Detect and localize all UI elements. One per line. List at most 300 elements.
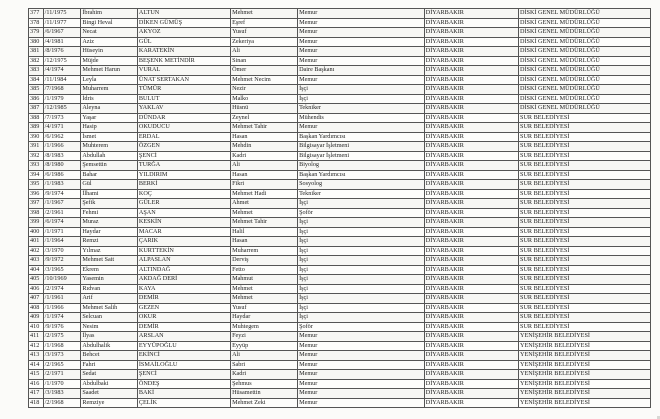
father-name-cell: Eşref — [231, 18, 298, 28]
father-name-cell: Ali — [231, 47, 298, 57]
table-row — [29, 104, 651, 114]
table-row — [29, 142, 651, 152]
job-title-cell: İşçi — [298, 237, 425, 247]
birth-date-cell: /6/1962 — [43, 132, 81, 142]
table-row — [29, 170, 651, 180]
job-title-cell: İşçi — [298, 284, 425, 294]
table-row — [29, 246, 651, 256]
institution-cell: DİSKİ GENEL MÜDÜRLÜĞÜ — [519, 9, 651, 19]
last-name-cell: MACAR — [137, 227, 230, 237]
first-name-cell: İdris — [81, 94, 138, 104]
job-title-cell: Memur — [298, 332, 425, 342]
city-cell: DİYARBAKIR — [424, 379, 518, 389]
table-row — [29, 132, 651, 142]
last-name-cell: YILDIRIM — [137, 170, 230, 180]
table-row — [29, 256, 651, 266]
table-row — [29, 322, 651, 332]
row-number-cell: 390 — [29, 132, 44, 142]
row-number-cell: 386 — [29, 94, 44, 104]
institution-cell: SUR BELEDİYESİ — [519, 265, 651, 275]
city-cell: DİYARBAKIR — [424, 275, 518, 285]
birth-date-cell: /2/1965 — [43, 360, 81, 370]
city-cell: DİYARBAKIR — [424, 246, 518, 256]
table-row — [29, 151, 651, 161]
birth-date-cell: /9/1976 — [43, 322, 81, 332]
last-name-cell: EYYÜPOĞLU — [137, 341, 230, 351]
job-title-cell: Biyolog — [298, 161, 425, 171]
birth-date-cell: /7/1973 — [43, 113, 81, 123]
birth-date-cell: /2/1974 — [43, 284, 81, 294]
table-row — [29, 199, 651, 209]
row-number-cell: 383 — [29, 66, 44, 76]
row-number-cell: 400 — [29, 227, 44, 237]
row-number-cell: 416 — [29, 379, 44, 389]
table-row — [29, 28, 651, 38]
city-cell: DİYARBAKIR — [424, 360, 518, 370]
birth-date-cell: /2/1975 — [43, 332, 81, 342]
first-name-cell: Mehmet Harun — [81, 66, 138, 76]
institution-cell: SUR BELEDİYESİ — [519, 142, 651, 152]
institution-cell: SUR BELEDİYESİ — [519, 256, 651, 266]
last-name-cell: GÜL — [137, 37, 230, 47]
table-row — [29, 189, 651, 199]
first-name-cell: Bingi Heval — [81, 18, 138, 28]
father-name-cell: Hasan — [231, 170, 298, 180]
father-name-cell: Mehmet Zeki — [231, 398, 298, 408]
last-name-cell: ÖZGEN — [137, 142, 230, 152]
first-name-cell: Aleyna — [81, 104, 138, 114]
city-cell: DİYARBAKIR — [424, 256, 518, 266]
father-name-cell: Hasan — [231, 237, 298, 247]
city-cell: DİYARBAKIR — [424, 85, 518, 95]
last-name-cell: KOÇ — [137, 189, 230, 199]
last-name-cell: KAYA — [137, 284, 230, 294]
job-title-cell: İşçi — [298, 94, 425, 104]
city-cell: DİYARBAKIR — [424, 389, 518, 399]
job-title-cell: Memur — [298, 47, 425, 57]
first-name-cell: Muraz — [81, 218, 138, 228]
row-number-cell: 378 — [29, 18, 44, 28]
table-row — [29, 75, 651, 85]
father-name-cell: Ömer — [231, 66, 298, 76]
father-name-cell: Fetto — [231, 265, 298, 275]
institution-cell: SUR BELEDİYESİ — [519, 284, 651, 294]
job-title-cell: Bilgisayar İşletmeni — [298, 151, 425, 161]
father-name-cell: Yusuf — [231, 303, 298, 313]
first-name-cell: Fehmi — [81, 208, 138, 218]
row-number-cell: 392 — [29, 151, 44, 161]
institution-cell: SUR BELEDİYESİ — [519, 123, 651, 133]
table-row — [29, 18, 651, 28]
birth-date-cell: /1/1968 — [43, 341, 81, 351]
table-row — [29, 94, 651, 104]
institution-cell: DİSKİ GENEL MÜDÜRLÜĞÜ — [519, 47, 651, 57]
last-name-cell: VURAL — [137, 66, 230, 76]
last-name-cell: TÜMÜR — [137, 85, 230, 95]
table-row — [29, 208, 651, 218]
institution-cell: SUR BELEDİYESİ — [519, 161, 651, 171]
city-cell: DİYARBAKIR — [424, 9, 518, 19]
first-name-cell: Muharrem — [81, 85, 138, 95]
job-title-cell: İşçi — [298, 303, 425, 313]
birth-date-cell: /2/1971 — [43, 370, 81, 380]
last-name-cell: DİKEN GÜMÜŞ — [137, 18, 230, 28]
father-name-cell: Haydar — [231, 313, 298, 323]
father-name-cell: Şehmus — [231, 379, 298, 389]
row-number-cell: 418 — [29, 398, 44, 408]
father-name-cell: Nezir — [231, 85, 298, 95]
birth-date-cell: /8/1983 — [43, 151, 81, 161]
city-cell: DİYARBAKIR — [424, 284, 518, 294]
job-title-cell: İşçi — [298, 313, 425, 323]
father-name-cell: Mahmut — [231, 275, 298, 285]
first-name-cell: Remzi — [81, 237, 138, 247]
birth-date-cell: /9/1972 — [43, 256, 81, 266]
city-cell: DİYARBAKIR — [424, 237, 518, 247]
city-cell: DİYARBAKIR — [424, 322, 518, 332]
father-name-cell: Mehmet Tahir — [231, 218, 298, 228]
job-title-cell: İşçi — [298, 227, 425, 237]
last-name-cell: ŞENCİ — [137, 370, 230, 380]
first-name-cell: Müjde — [81, 56, 138, 66]
job-title-cell: Memur — [298, 18, 425, 28]
job-title-cell: Memur — [298, 360, 425, 370]
birth-date-cell: /1/1983 — [43, 180, 81, 190]
first-name-cell: İlhami — [81, 189, 138, 199]
last-name-cell: BEŞENK METİNDİR — [137, 56, 230, 66]
last-name-cell: ALTUN — [137, 9, 230, 19]
father-name-cell: Muhtegem — [231, 322, 298, 332]
table-row — [29, 275, 651, 285]
father-name-cell: Mehmet Tahir — [231, 123, 298, 133]
father-name-cell: Sinan — [231, 56, 298, 66]
birth-date-cell: /6/1986 — [43, 170, 81, 180]
row-number-cell: 377 — [29, 9, 44, 19]
job-title-cell: Memur — [298, 379, 425, 389]
table-row — [29, 341, 651, 351]
birth-date-cell: /1/1966 — [43, 303, 81, 313]
institution-cell: YENİŞEHİR BELEDİYESİ — [519, 351, 651, 361]
table-row — [29, 56, 651, 66]
first-name-cell: Rıdvan — [81, 284, 138, 294]
row-number-cell: 391 — [29, 142, 44, 152]
table-row — [29, 123, 651, 133]
city-cell: DİYARBAKIR — [424, 94, 518, 104]
birth-date-cell: /1/1971 — [43, 227, 81, 237]
institution-cell: SUR BELEDİYESİ — [519, 218, 651, 228]
first-name-cell: Hüseyin — [81, 47, 138, 57]
first-name-cell: Yılmaz — [81, 246, 138, 256]
institution-cell: YENİŞEHİR BELEDİYESİ — [519, 360, 651, 370]
last-name-cell: BAKİ — [137, 389, 230, 399]
job-title-cell: Başkan Yardımcısı — [298, 132, 425, 142]
birth-date-cell: /3/1965 — [43, 265, 81, 275]
city-cell: DİYARBAKIR — [424, 132, 518, 142]
institution-cell: SUR BELEDİYESİ — [519, 170, 651, 180]
father-name-cell: Kadri — [231, 370, 298, 380]
city-cell: DİYARBAKIR — [424, 151, 518, 161]
institution-cell: DİSKİ GENEL MÜDÜRLÜĞÜ — [519, 56, 651, 66]
table-row — [29, 66, 651, 76]
institution-cell: SUR BELEDİYESİ — [519, 132, 651, 142]
row-number-cell: 409 — [29, 313, 44, 323]
institution-cell: SUR BELEDİYESİ — [519, 189, 651, 199]
father-name-cell: Zekeriya — [231, 37, 298, 47]
table-row — [29, 237, 651, 247]
first-name-cell: Gül — [81, 180, 138, 190]
row-number-cell: 407 — [29, 294, 44, 304]
first-name-cell: Haydar — [81, 227, 138, 237]
birth-date-cell: /7/1968 — [43, 85, 81, 95]
last-name-cell: AŞAN — [137, 208, 230, 218]
last-name-cell: ARSLAN — [137, 332, 230, 342]
job-title-cell: Bilgisayar İşletmeni — [298, 142, 425, 152]
father-name-cell: Hasan — [231, 132, 298, 142]
row-number-cell: 402 — [29, 246, 44, 256]
city-cell: DİYARBAKIR — [424, 332, 518, 342]
last-name-cell: ALPASLAN — [137, 256, 230, 266]
father-name-cell: Ahmet — [231, 199, 298, 209]
first-name-cell: Necat — [81, 28, 138, 38]
father-name-cell: Mehmet Necim — [231, 75, 298, 85]
job-title-cell: Tekniker — [298, 189, 425, 199]
row-number-cell: 403 — [29, 256, 44, 266]
father-name-cell: Hüsamettin — [231, 389, 298, 399]
table-row — [29, 47, 651, 57]
father-name-cell: Yusuf — [231, 28, 298, 38]
job-title-cell: Mühendis — [298, 113, 425, 123]
father-name-cell: Ali — [231, 351, 298, 361]
first-name-cell: Yaşar — [81, 113, 138, 123]
table-row — [29, 303, 651, 313]
birth-date-cell: /3/1983 — [43, 389, 81, 399]
last-name-cell: ÜNAT SERTAKAN — [137, 75, 230, 85]
institution-cell: SUR BELEDİYESİ — [519, 303, 651, 313]
father-name-cell: Mehmet — [231, 9, 298, 19]
row-number-cell: 384 — [29, 75, 44, 85]
institution-cell: SUR BELEDİYESİ — [519, 208, 651, 218]
institution-cell: SUR BELEDİYESİ — [519, 113, 651, 123]
city-cell: DİYARBAKIR — [424, 180, 518, 190]
city-cell: DİYARBAKIR — [424, 161, 518, 171]
first-name-cell: Mehmet Salih — [81, 303, 138, 313]
table-row — [29, 332, 651, 342]
city-cell: DİYARBAKIR — [424, 123, 518, 133]
row-number-cell: 405 — [29, 275, 44, 285]
last-name-cell: ERDAL — [137, 132, 230, 142]
city-cell: DİYARBAKIR — [424, 170, 518, 180]
city-cell: DİYARBAKIR — [424, 265, 518, 275]
job-title-cell: Memur — [298, 56, 425, 66]
row-number-cell: 401 — [29, 237, 44, 247]
city-cell: DİYARBAKIR — [424, 398, 518, 408]
first-name-cell: Abdullah — [81, 151, 138, 161]
last-name-cell: ŞENCİ — [137, 151, 230, 161]
father-name-cell: Mehmet — [231, 284, 298, 294]
job-title-cell: İşçi — [298, 256, 425, 266]
row-number-cell: 385 — [29, 85, 44, 95]
last-name-cell: ÇARIK — [137, 237, 230, 247]
last-name-cell: OKUDUCU — [137, 123, 230, 133]
last-name-cell: DEMİR — [137, 294, 230, 304]
job-title-cell: İşçi — [298, 218, 425, 228]
last-name-cell: BERKİ — [137, 180, 230, 190]
last-name-cell: YAKLAV — [137, 104, 230, 114]
table-row — [29, 360, 651, 370]
last-name-cell: TURĞA — [137, 161, 230, 171]
row-number-cell: 389 — [29, 123, 44, 133]
first-name-cell: Şemsettin — [81, 161, 138, 171]
city-cell: DİYARBAKIR — [424, 104, 518, 114]
last-name-cell: KARATEKİN — [137, 47, 230, 57]
city-cell: DİYARBAKIR — [424, 18, 518, 28]
last-name-cell: GEZEN — [137, 303, 230, 313]
table-row — [29, 113, 651, 123]
table-row — [29, 161, 651, 171]
institution-cell: YENİŞEHİR BELEDİYESİ — [519, 332, 651, 342]
first-name-cell: İsmet — [81, 132, 138, 142]
row-number-cell: 394 — [29, 170, 44, 180]
city-cell: DİYARBAKIR — [424, 66, 518, 76]
birth-date-cell: /10/1969 — [43, 275, 81, 285]
city-cell: DİYARBAKIR — [424, 370, 518, 380]
row-number-cell: 381 — [29, 47, 44, 57]
institution-cell: YENİŞEHİR BELEDİYESİ — [519, 379, 651, 389]
birth-date-cell: /11/1975 — [43, 9, 81, 19]
birth-date-cell: /2/1961 — [43, 208, 81, 218]
birth-date-cell: /1/1970 — [43, 379, 81, 389]
job-title-cell: İşçi — [298, 199, 425, 209]
job-title-cell: Memur — [298, 75, 425, 85]
row-number-cell: 387 — [29, 104, 44, 114]
father-name-cell: Zeynel — [231, 113, 298, 123]
table-row — [29, 351, 651, 361]
first-name-cell: Muhterem — [81, 142, 138, 152]
row-number-cell: 415 — [29, 370, 44, 380]
first-name-cell: Leyla — [81, 75, 138, 85]
birth-date-cell: /2/1968 — [43, 398, 81, 408]
city-cell: DİYARBAKIR — [424, 351, 518, 361]
father-name-cell: Mehmet — [231, 208, 298, 218]
last-name-cell: ÇELİK — [137, 398, 230, 408]
father-name-cell: Halil — [231, 227, 298, 237]
job-title-cell: Memur — [298, 341, 425, 351]
last-name-cell: KURTTEKİN — [137, 246, 230, 256]
row-number-cell: 404 — [29, 265, 44, 275]
first-name-cell: Remziye — [81, 398, 138, 408]
city-cell: DİYARBAKIR — [424, 218, 518, 228]
institution-cell: YENİŞEHİR BELEDİYESİ — [519, 370, 651, 380]
birth-date-cell: /1/1964 — [43, 237, 81, 247]
table-row — [29, 37, 651, 47]
row-number-cell: 414 — [29, 360, 44, 370]
row-number-cell: 410 — [29, 322, 44, 332]
last-name-cell: BULUT — [137, 94, 230, 104]
table-row — [29, 227, 651, 237]
birth-date-cell: /1/1961 — [43, 294, 81, 304]
job-title-cell: Tekniker — [298, 104, 425, 114]
job-title-cell: İşçi — [298, 294, 425, 304]
institution-cell: DİSKİ GENEL MÜDÜRLÜĞÜ — [519, 37, 651, 47]
row-number-cell: 417 — [29, 389, 44, 399]
birth-date-cell: /12/1985 — [43, 104, 81, 114]
city-cell: DİYARBAKIR — [424, 28, 518, 38]
job-title-cell: İşçi — [298, 246, 425, 256]
first-name-cell: Saadet — [81, 389, 138, 399]
city-cell: DİYARBAKIR — [424, 37, 518, 47]
birth-date-cell: /11/1977 — [43, 18, 81, 28]
job-title-cell: Memur — [298, 370, 425, 380]
row-number-cell: 379 — [29, 28, 44, 38]
first-name-cell: Ekrem — [81, 265, 138, 275]
institution-cell: DİSKİ GENEL MÜDÜRLÜĞÜ — [519, 66, 651, 76]
birth-date-cell: /3/1973 — [43, 351, 81, 361]
last-name-cell: DEMİR — [137, 322, 230, 332]
city-cell: DİYARBAKIR — [424, 142, 518, 152]
first-name-cell: Hasip — [81, 123, 138, 133]
birth-date-cell: /1/1967 — [43, 199, 81, 209]
job-title-cell: Memur — [298, 123, 425, 133]
city-cell: DİYARBAKIR — [424, 294, 518, 304]
last-name-cell: AKDAĞ DERİ — [137, 275, 230, 285]
birth-date-cell: /1/1974 — [43, 313, 81, 323]
first-name-cell: Abdulbaki — [81, 379, 138, 389]
row-number-cell: 406 — [29, 284, 44, 294]
table-row — [29, 370, 651, 380]
row-number-cell: 380 — [29, 37, 44, 47]
birth-date-cell: /6/1967 — [43, 28, 81, 38]
city-cell: DİYARBAKIR — [424, 199, 518, 209]
institution-cell: DİSKİ GENEL MÜDÜRLÜĞÜ — [519, 75, 651, 85]
city-cell: DİYARBAKIR — [424, 189, 518, 199]
birth-date-cell: /6/1974 — [43, 218, 81, 228]
row-number-cell: 397 — [29, 199, 44, 209]
last-name-cell: EKİNCİ — [137, 351, 230, 361]
birth-date-cell: /8/1976 — [43, 47, 81, 57]
row-number-cell: 393 — [29, 161, 44, 171]
city-cell: DİYARBAKIR — [424, 47, 518, 57]
city-cell: DİYARBAKIR — [424, 313, 518, 323]
last-name-cell: İSMAİLOĞLU — [137, 360, 230, 370]
table-row — [29, 398, 651, 408]
institution-cell: DİSKİ GENEL MÜDÜRLÜĞÜ — [519, 28, 651, 38]
first-name-cell: Fahri — [81, 360, 138, 370]
birth-date-cell: /1/1979 — [43, 94, 81, 104]
father-name-cell: Eyyüp — [231, 341, 298, 351]
job-title-cell: Memur — [298, 37, 425, 47]
father-name-cell: Mehmet — [231, 294, 298, 304]
last-name-cell: KESKİN — [137, 218, 230, 228]
institution-cell: SUR BELEDİYESİ — [519, 313, 651, 323]
institution-cell: DİSKİ GENEL MÜDÜRLÜĞÜ — [519, 104, 651, 114]
job-title-cell: Daire Başkanı — [298, 66, 425, 76]
institution-cell: SUR BELEDİYESİ — [519, 227, 651, 237]
table-row — [29, 265, 651, 275]
job-title-cell: Sosyolog — [298, 180, 425, 190]
first-name-cell: Behcet — [81, 351, 138, 361]
city-cell: DİYARBAKIR — [424, 75, 518, 85]
institution-cell: YENİŞEHİR BELEDİYESİ — [519, 341, 651, 351]
birth-date-cell: /4/1981 — [43, 37, 81, 47]
row-number-cell: 396 — [29, 189, 44, 199]
job-title-cell: Şoför — [298, 208, 425, 218]
father-name-cell: Kadri — [231, 151, 298, 161]
institution-cell: SUR BELEDİYESİ — [519, 180, 651, 190]
first-name-cell: Abdulhalik — [81, 341, 138, 351]
city-cell: DİYARBAKIR — [424, 208, 518, 218]
first-name-cell: Selcuan — [81, 313, 138, 323]
first-name-cell: İbrahim — [81, 9, 138, 19]
